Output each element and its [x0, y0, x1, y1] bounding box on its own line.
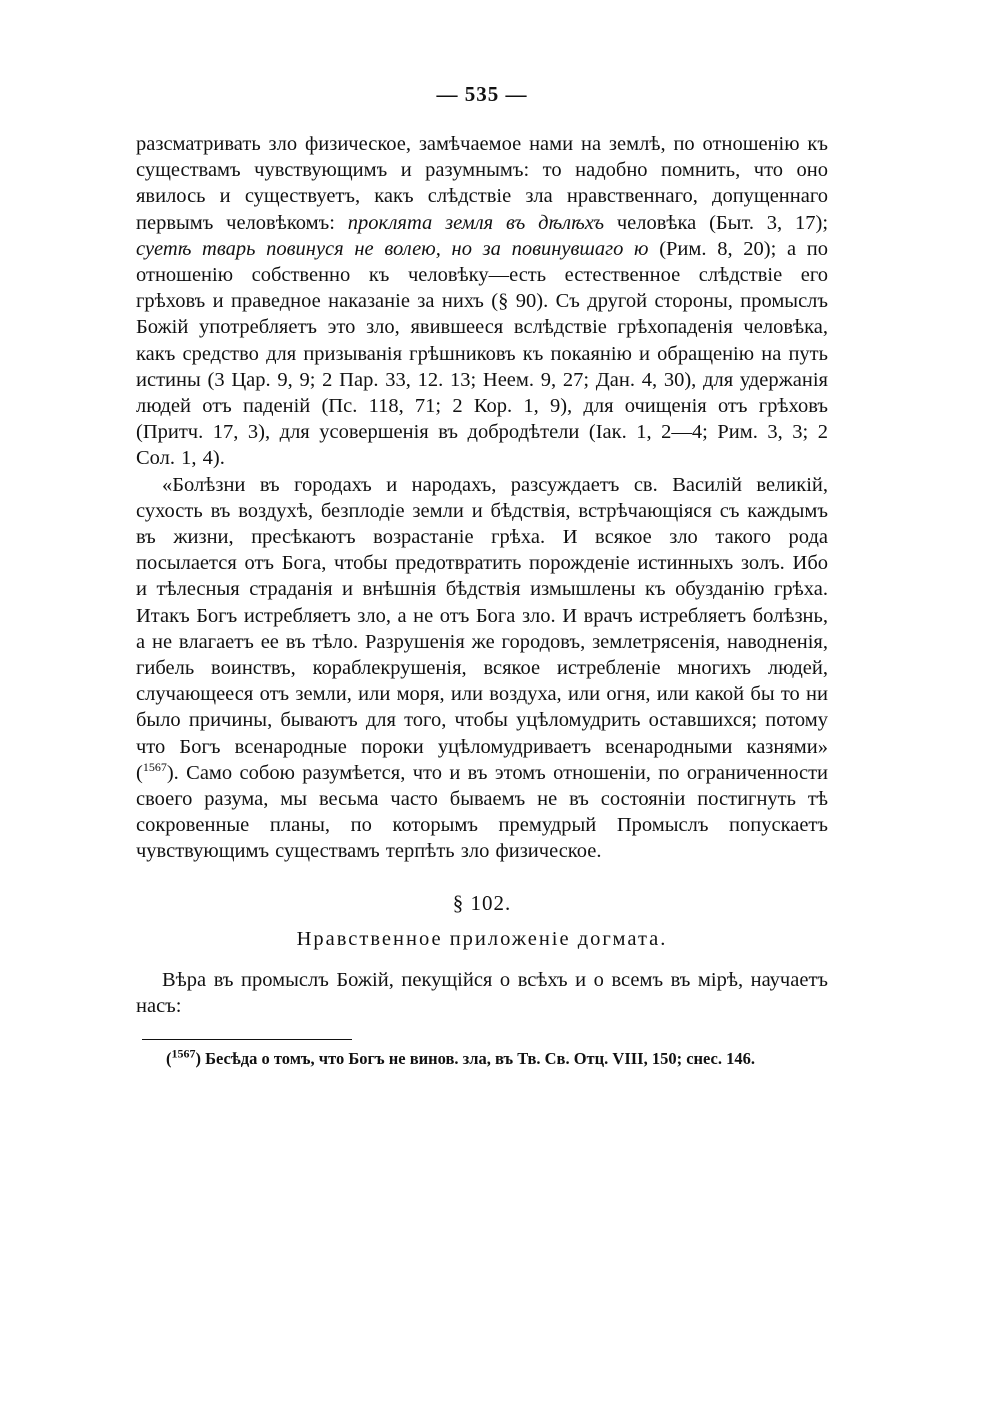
page-number: — 535 —	[436, 82, 528, 106]
paragraph-text: ). Само собою разумѣется, что и въ этомъ отношеніи, по ограниченности своего разума, мы весьма часто бываемъ не въ состояніи постигнуть тѣ сокровенные планы, по которымъ премудрый Промыслъ попускаетъ чувствующимъ существамъ терпѣть зло физическое.	[136, 761, 828, 863]
footnote	[136, 1048, 828, 1070]
footnote-number: 1567	[171, 1046, 196, 1061]
footnote-divider	[142, 1039, 352, 1040]
footnote-text: ) Бесѣда о томъ, что Богъ не винов. зла, въ Тв. Св. Отц. VIII, 150; снес. 146.	[195, 1049, 756, 1069]
paragraph-text: разсматривать зло физическое, замѣчаемое нами на землѣ, по отношенію къ существамъ чувствующимъ и разумнымъ: то надобно помнить, что оно явилось и существуетъ, какъ слѣдствіе зла нравственнаго, допущеннаго первымъ человѣкомъ:	[136, 133, 828, 234]
document-page	[136, 82, 828, 1070]
section-number: § 102.	[452, 890, 512, 915]
paragraph-text: человѣка (Быт. 3, 17);	[604, 211, 829, 234]
footnote-open: (	[166, 1049, 172, 1069]
scripture-quote: проклята земля въ дѣлѣхъ	[347, 211, 604, 234]
paragraph-moral-application: Вѣра въ промыслъ Божій, пекущійся о всѣхъ и о всемъ въ мірѣ, научаетъ насъ:	[136, 968, 828, 1017]
paragraph-physical-evil	[136, 131, 828, 472]
section-title: Нравственное приложеніе догмата.	[296, 927, 668, 950]
footnote-ref: 1567	[142, 760, 167, 775]
scripture-quote: суетѣ тварь повинуся не волею, но за повинувшаго ю	[136, 237, 649, 260]
paragraph-text: «Болѣзни въ городахъ и народахъ, разсуждаетъ св. Василій великій, сухость въ воздухѣ, безплодіе земли и бѣдствія, встрѣчающіяся съ каждымъ въ жизни, пресѣкаютъ возрастаніе грѣха. И всякое зло такого рода посылается отъ Бога, чтобы предотвратить порожденіе истинныхъ золъ. Ибо и тѣлесныя страданія и внѣшнія бѣдствія измышлены къ обузданію грѣха. Итакъ Богъ истребляетъ зло, а не отъ Бога зло. И врачъ истребляетъ болѣзнь, а не влагаетъ ее въ тѣло. Разрушенія же городовъ, землетрясенія, наводненія, гибель воинствъ, кораблекрушенія, всякое истребленіе многихъ людей, случающееся отъ земли, или моря, или воздуха, или огня, или какой бы то ни было причины, бываютъ для того, чтобы уцѣломудрить оставшихся; потому что Богъ всенародные пороки уцѣломудриваетъ всенародными казнями» (	[136, 473, 828, 784]
paragraph-basil-quote	[136, 472, 828, 865]
paragraph-text: (Рим. 8, 20); а по отношенію собственно къ человѣку—есть естественное слѣдствіе его грѣховъ и праведное наказаніе за нихъ (§ 90). Съ другой стороны, промыслъ Божій употребляетъ это зло, явившееся вслѣдствіе грѣхопаденія человѣка, какъ средство для призыванія грѣшниковъ къ покаянію и обращенію на путь истины (3 Цар. 9, 9; 2 Пар. 33, 12. 13; Неем. 9, 27; Дан. 4, 30), для удержанія людей отъ паденій (Пс. 118, 71; 2 Кор. 1, 9), для очищенія отъ грѣховъ (Притч. 17, 3), для усовершенія въ добродѣтели (Іак. 1, 2—4; Рим. 3, 3; 2 Сол. 1, 4).	[136, 237, 828, 470]
